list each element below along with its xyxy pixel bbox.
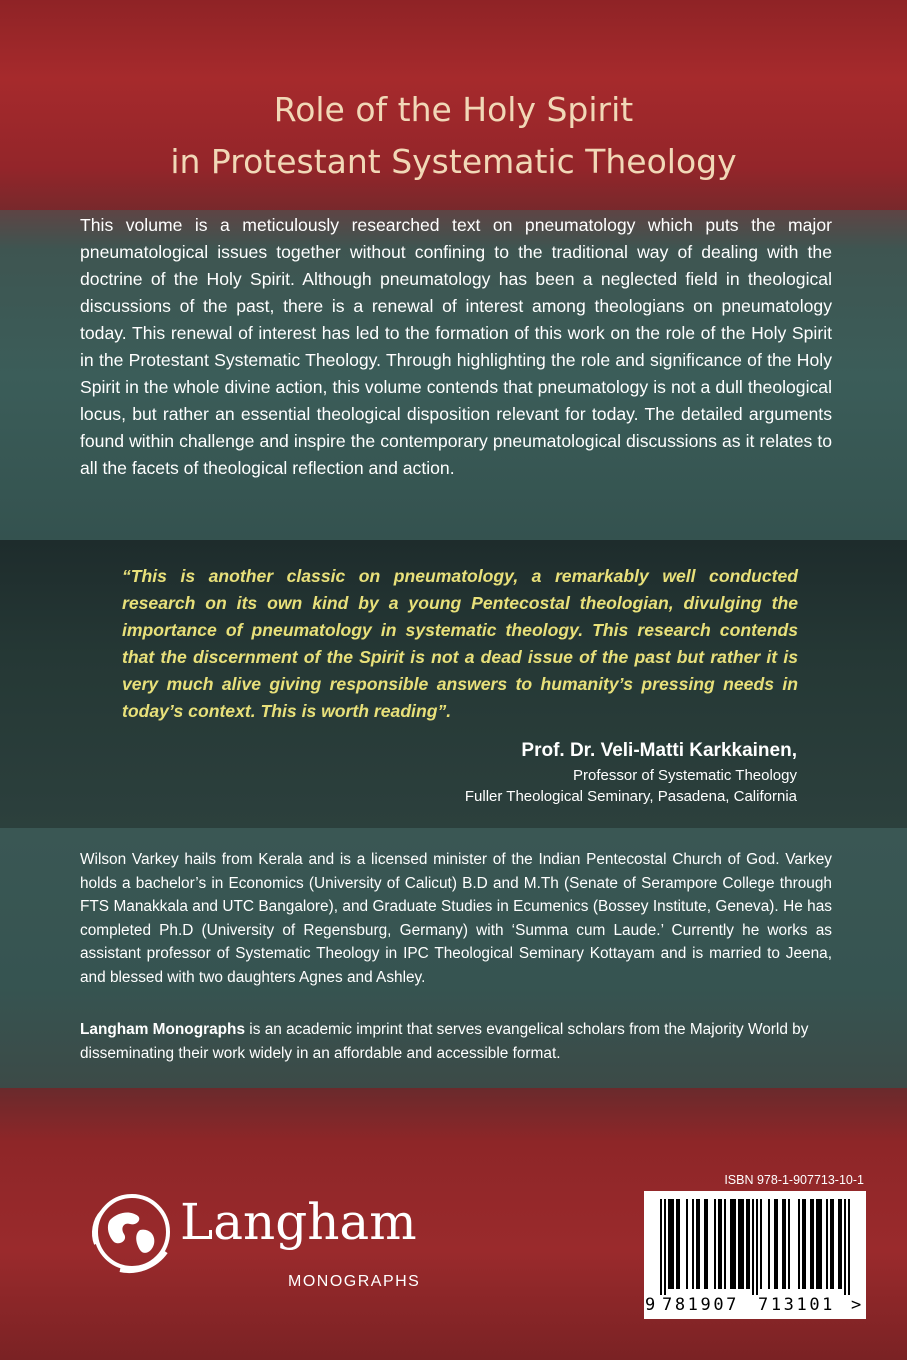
barcode-bar [686,1199,688,1289]
barcode-bar [810,1199,812,1289]
barcode-bar [784,1199,786,1289]
barcode-bar [678,1199,680,1289]
barcode-bar [664,1199,666,1295]
barcode-digit-first: 9 [645,1295,656,1315]
logo-wordmark: Langham [180,1193,417,1251]
barcode-bar [798,1199,800,1289]
endorser-role: Professor of Systematic Theology [573,767,797,784]
barcode-bar [660,1199,662,1295]
barcode-bar [742,1199,744,1289]
barcode-bar [782,1199,784,1289]
barcode-bar [668,1199,670,1289]
barcode-bar [734,1199,736,1289]
book-title [0,84,907,188]
barcode-digits [644,1295,866,1317]
barcode-bar [756,1199,758,1295]
barcode-bar [718,1199,720,1289]
barcode-bar [740,1199,742,1289]
barcode-bar [838,1199,840,1289]
barcode-bar [670,1199,672,1289]
author-bio: Wilson Varkey hails from Kerala and is a licensed minister of the Indian Pentecostal Church of God. Varkey holds a bachelor’s in Economics (University of Calicut) B.D and M.Th (Senate of Serampore College through FTS Manakkala and UTC Bangalore), and Graduate Studies in Ecumenics (Bossey Institute, Geneva). He has completed Ph.D (University of Regensburg, Germany) with ‘Summa cum Laude.’ Currently he works as assistant professor of Systematic Theology in IPC Theological Seminary Kottayam and is married to Jeena, and blessed with two daughters Agnes and Ashley. [80,851,832,986]
barcode-bar [826,1199,828,1289]
barcode-digits-left: 781907 [662,1295,740,1315]
barcode-bar [812,1199,814,1289]
barcode-bar [692,1199,694,1289]
barcode-bar [848,1199,850,1295]
barcode-bar [760,1199,762,1289]
barcode-bar [724,1199,726,1289]
barcode-bar [752,1199,754,1295]
endorsement-quote: “This is another classic on pneumatology, a remarkably well conducted research on its own kind by a young Pentecostal theologian, divulging the importance of pneumatology in systematic theology. This research contends that the discernment of the Spirit is not a dead issue of the past but rather it is very much alive giving responsible answers to humanity’s pressing needs in today’s context. This is worth reading”. [122,566,798,721]
barcode-bar [706,1199,708,1289]
barcode-bar [696,1199,698,1289]
barcode-bar [802,1199,804,1289]
barcode-bar [730,1199,732,1289]
endorser-institution: Fuller Theological Seminary, Pasadena, California [464,788,797,805]
barcode-bar [732,1199,734,1289]
barcode-bar [816,1199,818,1289]
logo-subtitle: MONOGRAPHS [288,1273,421,1290]
barcode-bars [648,1199,862,1295]
endorser-name: Prof. Dr. Veli-Matti Karkkainen, [521,740,797,761]
barcode-bar [698,1199,700,1289]
barcode-bar [788,1199,790,1289]
barcode-bar [844,1199,846,1295]
endorsement-attribution [465,737,797,807]
barcode-bar [748,1199,750,1289]
barcode-bar [776,1199,778,1289]
book-blurb: This volume is a meticulously researched text on pneumatology which puts the major pneumatological issues together without confining to the traditional way of dealing with the doctrine of the Holy Spirit. Although pneumatology has been a neglected field in theological discussions of the past, there is a renewal of interest among theologians on pneumatology today. This renewal of interest has led to the formation of this work on the role of the Holy Spirit in the Protestant Systematic Theology. Through highlighting the role and significance of the Holy Spirit in the whole divine action, this volume contends that pneumatology is not a dull theological locus, but rather an essential theological disposition relevant for today. The detailed arguments found within challenge and inspire the contemporary pneumatological discussions as it relates to all the facets of theological reflection and action. [80,215,832,478]
barcode-quiet-mark: > [851,1295,862,1315]
barcode-bar [804,1199,806,1289]
imprint-description [80,1018,832,1065]
barcode-bar [720,1199,722,1289]
barcode-bar [704,1199,706,1289]
imprint-text: is an academic imprint that serves evangelical scholars from the Majority World by disseminating their work widely in an affordable and accessible format. [80,1021,809,1062]
barcode-bar [714,1199,716,1289]
barcode-bar [672,1199,674,1289]
globe-icon [90,1190,174,1274]
barcode-bar [818,1199,820,1289]
book-title-line-2: in Protestant Systematic Theology [170,142,737,182]
publisher-logo [90,1190,470,1310]
barcode-bar [738,1199,740,1289]
barcode-bar [768,1199,770,1289]
isbn-label: ISBN 978-1-907713-10-1 [724,1173,864,1187]
barcode-bar [820,1199,822,1289]
isbn-barcode [644,1191,866,1319]
barcode-bar [746,1199,748,1289]
barcode-digits-right: 713101 [758,1295,836,1315]
barcode-bar [676,1199,678,1289]
imprint-name: Langham Monographs [80,1021,246,1038]
book-title-line-1: Role of the Holy Spirit [273,90,634,130]
barcode-bar [774,1199,776,1289]
barcode-bar [832,1199,834,1289]
barcode-bar [840,1199,842,1289]
barcode-bar [830,1199,832,1289]
